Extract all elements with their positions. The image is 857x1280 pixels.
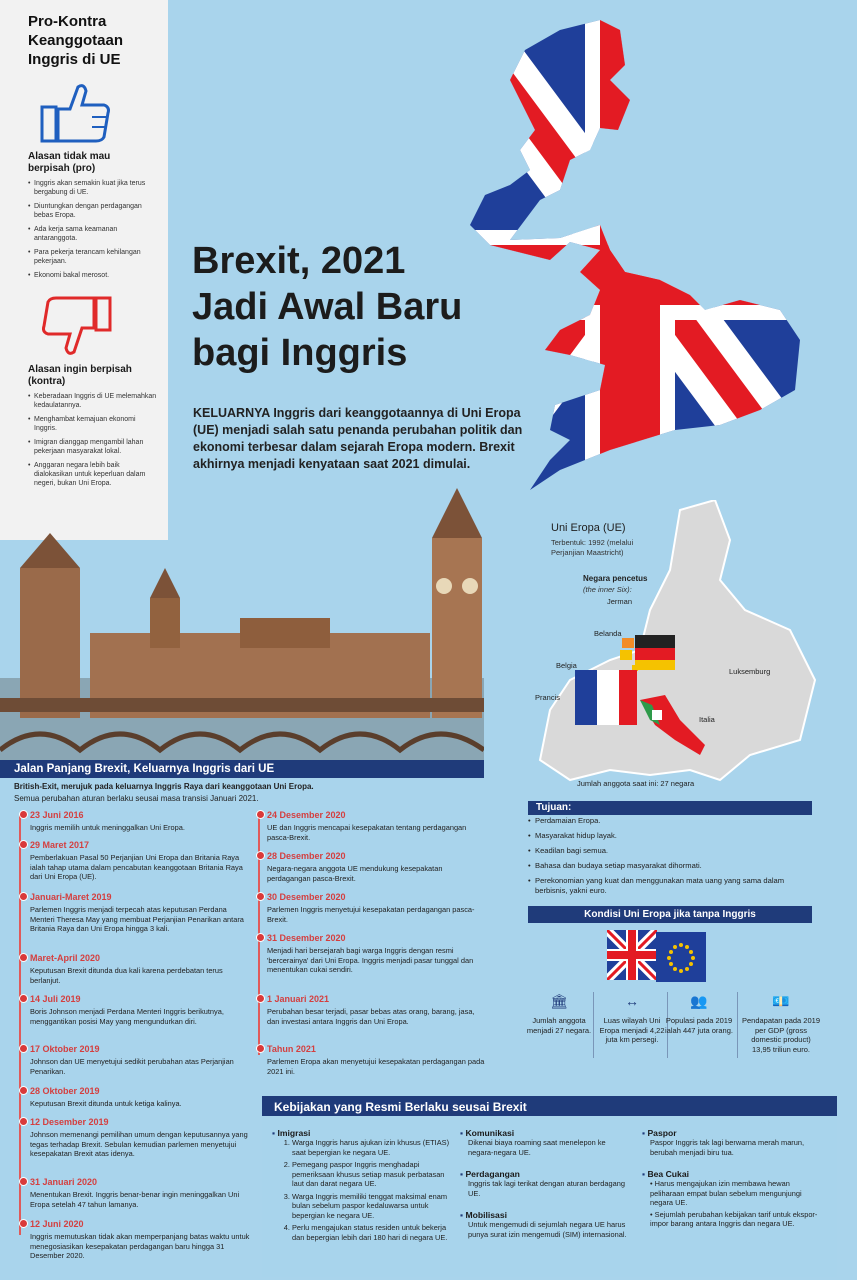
timeline-text: Keputusan Brexit ditunda untuk ketiga kalinya. [30,1099,182,1108]
timeline-date: 23 Juni 2016 [30,810,84,820]
page-title: Brexit, 2021 Jadi Awal Baru bagi Inggris [192,240,463,374]
timeline-dot [19,1044,28,1053]
timeline-date: 30 Desember 2020 [267,892,346,902]
kebijakan-col-1 [272,1122,452,1245]
beacukai-item: • Sejumlah perubahan kebijakan tarif untuk ekspor-impor barang antara Inggris dan negara UE. [650,1209,818,1228]
eu-title: Uni Eropa (UE) [551,522,626,534]
map-label-italia: Italia [699,715,715,724]
timeline-date: 28 Desember 2020 [267,851,346,861]
list-item: • Menghambat kemajuan ekonomi Inggris. [28,415,158,433]
stat-population: 👥 Populasi pada 2019 ialah 447 juta orang. [665,993,733,1035]
timeline-date: 12 Desember 2019 [30,1117,109,1127]
people-icon: 👥 [690,993,708,1009]
timeline-header: Jalan Panjang Brexit, Keluarnya Inggris dari UE [0,760,484,778]
timeline-date: 29 Maret 2017 [30,840,90,850]
timeline-date: 31 Desember 2020 [267,933,346,943]
timeline-date: 24 Desember 2020 [267,810,346,820]
map-label-jerman: Jerman [607,597,633,606]
side-title: Pro-Kontra Keanggotaan Inggris di UE [28,13,124,68]
timeline-text: Johnson memenangi pemilihan umum dengan keputusannya yang tegas terhadap Brexit. Sebulan kemudian parlemen menyetujui kesepakatan Brexit atas idenya. [30,1130,248,1158]
stat-members: 🏛 Jumlah anggota menjadi 27 negara. [524,992,594,1035]
map-label-prancis: Prancis [535,693,561,702]
list-item: • Para pekerja terancam kehilangan pekerjaan. [28,248,158,266]
list-item: • Anggaran negara lebih baik dialokasikan untuk keperluan dalam negeri, bukan Uni Eropa. [28,461,158,488]
perdagangan-text: Inggris tak lagi terikat dengan aturan berdagang UE. [468,1179,625,1198]
timeline-item [30,1219,250,1261]
map-label-belanda: Belanda [594,629,622,638]
timeline-item [30,1117,250,1159]
timeline-item [30,840,250,882]
timeline-date: Januari-Maret 2019 [30,892,112,902]
komunikasi-text: Dikenai biaya roaming saat menelepon ke negara-negara UE. [468,1138,606,1157]
kebijakan-col-3 [642,1122,822,1229]
timeline-dot [256,851,265,860]
timeline-intro: Semua perubahan aturan berlaku seusai masa transisi Januari 2021. [14,794,259,803]
stat-area: ↔ Luas wilayah Uni Eropa menjadi 4,22 juta km persegi. [597,992,667,1045]
eu-founders-sub: (the inner Six): [583,585,632,594]
timeline-dot [19,840,28,849]
pillar-icon: 🏛 [550,993,568,1009]
stat-gdp: 💶 Pendapatan pada 2019 per GDP (gross domestic product) 13,95 triliun euro. [742,993,820,1054]
timeline-dot [19,892,28,901]
kebijakan-header: Kebijakan yang Resmi Berlaku seusai Brexit [262,1096,837,1116]
list-item: • Imigran dianggap mengambil lahan pekerjaan masyarakat lokal. [28,438,158,456]
imigrasi-title: ▪ Imigrasi [272,1128,452,1138]
tujuan-list [528,816,818,901]
list-item: 3. Warga Inggris memiliki tenggat maksimal enam bulan sebelum paspor kedaluwarsa untuk bepergian ke negara UE. [292,1192,452,1221]
timeline-text: Pemberlakuan Pasal 50 Perjanjian Uni Eropa dan Britania Raya ialah tahap utama dalam pencabutan keanggotaan Britania Raya dari Uni Eropa (UE). [30,853,243,881]
eu-members: Jumlah anggota saat ini: 27 negara [577,779,695,788]
timeline-item [267,1044,487,1076]
timeline-text: Menjadi hari bersejarah bagi warga Inggris dengan resmi 'bercerainya' dari Uni Eropa. Inggris menjadi pasar tunggal dan menentukan cukai sendiri. [267,946,474,974]
timeline-date: 31 Januari 2020 [30,1177,98,1187]
timeline-date: 28 Oktober 2019 [30,1086,100,1096]
timeline-line-left [19,815,21,1235]
list-item: • Masyarakat hidup layak. [528,831,818,841]
timeline-item [30,892,250,934]
list-item: • Keadilan bagi semua. [528,846,818,856]
union-jack-flag [607,930,657,980]
timeline-item [30,1044,250,1076]
list-item: • Inggris akan semakin kuat jika terus bergabung di UE. [28,179,158,197]
timeline-item [30,1177,250,1209]
arrows-icon: ↔ [625,993,639,1009]
list-item: • Perdamaian Eropa. [528,816,818,826]
tujuan-header: Tujuan: [528,801,812,815]
timeline-date: 12 Juni 2020 [30,1219,84,1229]
list-item: 2. Pemegang paspor Inggris menghadapi pemeriksaan khusus setiap masuk perbatasan laut dan darat negara UE. [292,1160,452,1189]
timeline-text: Menentukan Brexit. Inggris benar-benar ingin meninggalkan Uni Eropa setelah 47 tahun lamanya. [30,1190,240,1209]
timeline-item [30,953,250,985]
timeline-text: Parlemen Inggris menjadi terpecah atas keputusan Perdana Menteri Theresa May yang membuat Perjanjian Penarikan antara Britania Raya dan Uni Eropa hingga 3 kali. [30,905,244,933]
eu-formed: Terbentuk: 1992 (melalui Perjanjian Maastricht) [551,538,634,557]
map-label-luksemburg: Luksemburg [729,667,771,676]
kebijakan-col-2 [460,1122,630,1239]
pro-title: Alasan tidak mau berpisah (pro) [28,151,111,174]
timeline-dot [256,810,265,819]
list-item: • Perekonomian yang kuat dan menggunakan mata uang yang sama dalam berbisnis, yakni euro. [528,876,818,896]
money-icon: 💶 [772,993,790,1009]
timeline-dot [19,810,28,819]
thumbs-up-icon [40,81,112,145]
kontra-list [28,392,158,488]
timeline-text: Boris Johnson menjadi Perdana Menteri Inggris berikutnya, menggantikan posisi May yang mengundurkan diri. [30,1007,224,1026]
timeline-text: Negara-negara anggota UE mendukung kesepakatan perdagangan pasca-Brexit. [267,864,443,883]
timeline-date: Tahun 2021 [267,1044,316,1054]
paspor-title: ▪ Paspor [642,1128,822,1138]
timeline-dot [19,1086,28,1095]
timeline-item [267,892,487,924]
divider [593,992,594,1058]
divider [737,992,738,1058]
timeline-dot [19,953,28,962]
beacukai-title: ▪ Bea Cukai [642,1169,822,1179]
timeline-item [30,994,250,1026]
timeline-item [267,994,487,1026]
timeline-date: 1 Januari 2021 [267,994,330,1004]
timeline-date: 17 Oktober 2019 [30,1044,100,1054]
timeline-item [267,933,487,975]
kontra-title: Alasan ingin berpisah (kontra) [28,364,132,387]
timeline-item [30,810,250,833]
timeline-dot [256,892,265,901]
imigrasi-list [272,1138,452,1242]
list-item: 1. Warga Inggris harus ajukan izin khusus (ETIAS) saat bepergian ke negara UE. [292,1138,452,1157]
timeline-text: Parlemen Eropa akan menyetujui kesepakatan perdagangan pada 2021 ini. [267,1057,485,1076]
timeline-text: Perubahan besar terjadi, pasar bebas atas orang, barang, jasa, dan investasi antara Inggris dan Uni Eropa. [267,1007,475,1026]
timeline-dot [256,1044,265,1053]
timeline-item [267,851,487,883]
list-item: 4. Perlu mengajukan status residen untuk bekerja dan bepergian lebih dari 180 hari di negara UE. [292,1223,452,1242]
perdagangan-title: ▪ Perdagangan [460,1169,630,1179]
pro-list [28,179,158,280]
timeline-text: Inggris memilih untuk meninggalkan Uni Eropa. [30,823,185,832]
parliament-illustration [0,488,484,760]
komunikasi-title: ▪ Komunikasi [460,1128,630,1138]
list-item: • Ekonomi bakal merosot. [28,271,158,280]
timeline-dot [19,1177,28,1186]
beacukai-item: • Harus mengajukan izin membawa hewan peliharaan empat bulan sebelum mengunjungi negara UE. [650,1179,802,1207]
timeline-text: Keputusan Brexit ditunda dua kali karena perdebatan terus berlanjut. [30,966,223,985]
timeline-dot [19,1117,28,1126]
timeline-dot [19,994,28,1003]
list-item: • Diuntungkan dengan perdagangan bebas Eropa. [28,202,158,220]
timeline-dot [256,994,265,1003]
list-item: • Bahasa dan budaya setiap masyarakat dihormati. [528,861,818,871]
pro-kontra-panel [0,0,168,540]
kondisi-header: Kondisi Uni Eropa jika tanpa Inggris [528,906,812,923]
mobilisasi-title: ▪ Mobilisasi [460,1210,630,1220]
paspor-text: Paspor Inggris tak lagi berwarna merah marun, berubah menjadi biru tua. [650,1138,805,1157]
timeline-text: Parlemen Inggris menyetujui kesepakatan perdagangan pasca-Brexit. [267,905,475,924]
timeline-intro-bold: British-Exit, merujuk pada keluarnya Inggris Raya dari keanggotaan Uni Eropa. [14,782,314,791]
lead-paragraph: KELUARNYA Inggris dari keanggotaannya di Uni Eropa (UE) menjadi salah satu penanda perubahan politik dan ekonomi terbesar dalam sejarah Eropa modern. Brexit akhirnya menjadi kenyataan saat 2021 dimulai. [193,406,523,471]
timeline-date: 14 Juli 2019 [30,994,81,1004]
timeline-text: Johnson dan UE menyetujui sedikit perubahan atas Perjanjian Penarikan. [30,1057,234,1076]
list-item: • Ada kerja sama keamanan antaranggota. [28,225,158,243]
timeline-text: UE dan Inggris mencapai kesepakatan tentang perdagangan pasca-Brexit. [267,823,467,842]
map-label-belgia: Belgia [556,661,577,670]
timeline-item [30,1086,250,1109]
timeline-dot [19,1219,28,1228]
eu-founders-title: Negara pencetus [583,574,648,583]
list-item: • Keberadaan Inggris di UE melemahkan kedaulatannya. [28,392,158,410]
timeline-date: Maret-April 2020 [30,953,101,963]
thumbs-down-icon [42,296,114,358]
timeline-text: Inggris memutuskan tidak akan memperpanjang batas waktu untuk menegosiasikan kesepakatan perdagangan baru hingga 31 Desember 2020. [30,1232,250,1260]
eu-flag [656,932,706,982]
timeline-item [267,810,487,842]
timeline-dot [256,933,265,942]
mobilisasi-text: Untuk mengemudi di sejumlah negara UE harus punya surat izin mengemudi (SIM) internasional. [468,1220,627,1239]
